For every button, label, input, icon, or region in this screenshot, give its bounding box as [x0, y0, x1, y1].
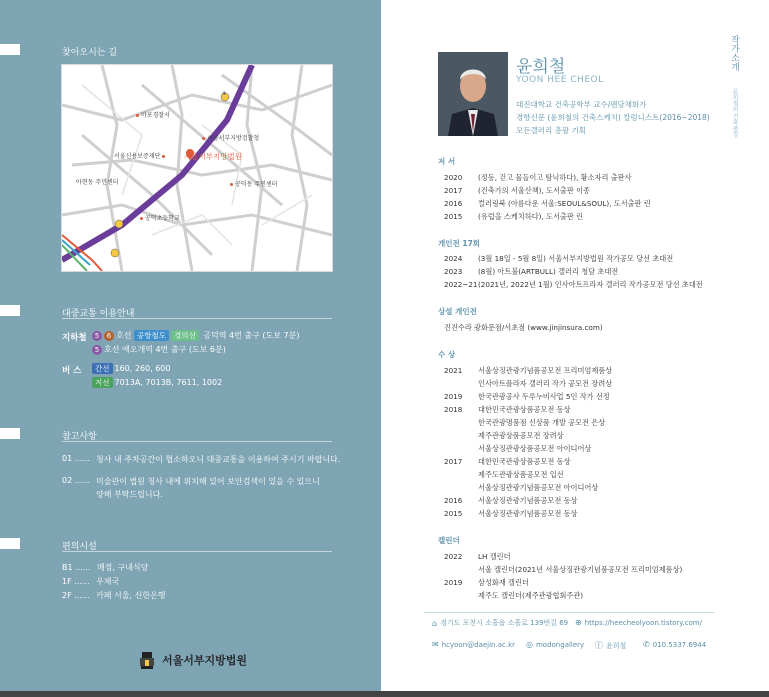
artist-name-korean: 윤희철 [516, 57, 566, 77]
facebook-icon: ⓕ [595, 641, 603, 650]
note-1: 01 ...... [62, 454, 90, 463]
bottom-border [0, 691, 769, 697]
map-label-mapo-police: 마포경찰서 [136, 110, 170, 119]
award-year: 2015 [444, 509, 463, 518]
subway-line-1: 5 6 호선 공항철도 경의선 공덕역 4번 출구 (도보 7분) [92, 330, 299, 341]
map-label-ahyeon: 아현동 주민센터 [76, 179, 119, 186]
calendar-text: 서울 캘린더(2021년 서울상징관광기념품공모전 프리미엄제품상) [478, 565, 683, 574]
map-label-gongdeok-center: 공덕동 주민센터 [230, 179, 277, 188]
line-5-badge: 5 [92, 345, 102, 355]
award-text: 제주관광상품공모전 장려상 [478, 431, 564, 440]
artist-intro-vertical-title: 작가소개 [729, 35, 739, 71]
books-title: 저 서 [438, 157, 456, 166]
facilities-title: 편의시설 [62, 542, 97, 552]
solo-year: 2024 [444, 254, 463, 263]
solo-year: 2022~21 [444, 280, 478, 289]
award-year: 2021 [444, 366, 463, 375]
section-bullet [0, 428, 20, 439]
calendar-text: 제주도 캘린더(제주관광협회주관) [478, 591, 584, 600]
facility-1f: 1F ...... 우체국 [62, 577, 120, 586]
map-label-gongdeok-school: 공덕초등학교 [140, 213, 180, 222]
award-text: 서울상징관광상품공모전 아이디어상 [478, 444, 592, 453]
branch-bus-badge: 지선 [92, 377, 113, 388]
award-text: 서울상징관광기념품공모전 아이디어상 [478, 483, 599, 492]
artist-intro-vertical-sub: 윤희철의 건축풍경 [731, 88, 738, 138]
contact-facebook[interactable]: ⓕ 윤희철 [595, 641, 627, 650]
court-emblem-icon [138, 650, 156, 670]
contact-email[interactable]: ✉ hcyoon@daejin.ac.kr [432, 640, 516, 649]
gyeongui-line-badge: 경의선 [171, 330, 199, 341]
artist-portrait-image [438, 52, 508, 136]
intro-line: 경향신문 (윤희철의 건축스케치) 칼럼니스트(2016~2018) [516, 113, 710, 122]
award-text: 대한민국관광상품공모전 동상 [478, 405, 571, 414]
contact-phone[interactable]: ✆ 010.5337.6944 [643, 640, 707, 649]
trunk-bus-badge: 간선 [92, 363, 113, 374]
award-text: 서울상징관광기념품공모전 동상 [478, 496, 578, 505]
map-station-marker: ④ [222, 91, 227, 97]
intro-line: 대진대학교 건축공학부 교수/펜담채화가 [516, 100, 647, 109]
intro-line: 모든갤러리 총괄 기획 [516, 126, 586, 135]
book-year: 2016 [444, 199, 463, 208]
award-text: 서울상징관광기념품공모전 동상 [478, 509, 578, 518]
award-year: 2019 [444, 392, 463, 401]
award-year: 2017 [444, 457, 463, 466]
award-year: 2016 [444, 496, 463, 505]
map-label-prosecutors: 서울서부지방검찰청 [202, 133, 259, 142]
court-name: 서울서부지방법원 [162, 654, 248, 667]
book-year: 2020 [444, 173, 463, 182]
subway-line-2: 5 호선 애오개역 4번 출구 (도보 6분) [92, 344, 226, 355]
book-year: 2015 [444, 212, 463, 221]
airport-rail-badge: 공항철도 [134, 330, 169, 341]
instagram-icon: ◎ [526, 640, 533, 649]
calendar-text: LH 캘린더 [478, 552, 511, 561]
line-6-badge: 6 [104, 331, 114, 341]
solo-text: (8월) 아트불(ARTBULL) 갤러리 청담 초대전 [478, 267, 619, 276]
subway-label: 지하철 [62, 333, 87, 343]
divider [424, 612, 714, 613]
calendar-year: 2019 [444, 578, 463, 587]
note-2: 02 ...... [62, 476, 90, 485]
section-bullet [0, 538, 20, 549]
notes-title: 참고사항 [62, 432, 97, 442]
line-5-badge: 5 [92, 331, 102, 341]
calendar-text: 삼성화재 캘린더 [478, 578, 529, 587]
note-1-text: 청사 내 주차공간이 협소하오니 대중교통을 이용하여 주시기 바랍니다. [96, 455, 341, 464]
award-year: 2018 [444, 405, 463, 414]
bus-trunk: 간선 160, 260, 600 [92, 363, 170, 374]
book-title: (정동, 걷고 물들이고 탐닉하다), 황소자리 출판사 [478, 173, 632, 182]
award-text: 인사아트플라자 갤러리 작가 공모전 장려상 [478, 379, 613, 388]
calendar-year: 2022 [444, 552, 463, 561]
divider [62, 551, 332, 552]
section-bullet [0, 44, 20, 55]
permanent-text: 진진수라 광화문점/서초점 (www.jinjinsura.com) [444, 323, 603, 332]
award-text: 한국관광공사 두루누비사업 5인 작가 선정 [478, 392, 610, 401]
note-2-text-2: 양해 부탁드립니다. [96, 490, 163, 499]
section-bullet [0, 305, 20, 316]
award-text: 서울상징관광기념품공모전 프리미엄제품상 [478, 366, 613, 375]
book-year: 2017 [444, 186, 463, 195]
book-title: (건축가의 서울산책), 도서출판 이종 [478, 186, 590, 195]
solo-text: (3월 18일 - 5월 8일) 서울서부지방법원 작가공모 당선 초대전 [478, 254, 674, 263]
note-2-text-1: 미술관이 법원 청사 내에 위치해 있어 보안검색이 있을 수 있으니 [96, 477, 320, 486]
solo-year: 2023 [444, 267, 463, 276]
bus-label: 버 스 [62, 366, 82, 376]
contact-instagram[interactable]: ◎ modongallery [526, 640, 585, 649]
globe-icon: ⊕ [575, 618, 582, 627]
book-title: (유럽을 스케치하다), 도서출판 린 [478, 212, 584, 221]
map-roads [62, 65, 332, 271]
contact-web[interactable]: ⊕ https://heecheolyoon.tistory.com/ [575, 618, 702, 627]
court-logo [138, 650, 247, 670]
artist-photo [438, 52, 508, 136]
bus-branch: 지선 7013A, 7013B, 7611, 1002 [92, 377, 222, 388]
home-icon: ⌂ [432, 618, 438, 628]
transit-title: 대중교통 이용안내 [62, 309, 135, 319]
calendar-title: 캘린더 [438, 536, 460, 545]
map-label-court: 서울서부지방법원 [184, 152, 242, 161]
directions-title: 찾아오시는 길 [62, 48, 118, 58]
artist-name-english: YOON HEE CHEOL [516, 75, 604, 85]
divider [62, 441, 332, 442]
award-text: 대한민국관광상품공모전 동상 [478, 457, 571, 466]
facility-b1: B1 ...... 매점, 구내식당 [62, 563, 149, 572]
mail-icon: ✉ [432, 640, 439, 649]
location-map [61, 64, 333, 272]
solo-text: (2021년, 2022년 1월) 인사아트프라자 갤러리 작가공모전 당선 초대전 [478, 280, 703, 289]
awards-title: 수 상 [438, 350, 456, 359]
divider [62, 318, 332, 319]
facility-2f: 2F ...... 카페 서울, 신한은행 [62, 591, 166, 600]
phone-icon: ✆ [643, 640, 650, 649]
award-text: 제주도관광상품공모전 입선 [478, 470, 564, 479]
solo-title: 개인전 17회 [438, 239, 481, 248]
book-title: 컬러링북 (아름다운 서울:SEOUL&SOUL), 도서출판 린 [478, 199, 651, 208]
directions-panel [0, 0, 381, 697]
map-label-credit: 서울신용보증재단 [114, 151, 167, 160]
permanent-title: 상설 개인전 [438, 307, 477, 316]
award-text: 한국관광명품점 신상품 개발 공모전 은상 [478, 418, 606, 427]
contact-address: ⌂ 경기도 포천시 소흘읍 소흘로 139번길 69 [432, 618, 569, 628]
